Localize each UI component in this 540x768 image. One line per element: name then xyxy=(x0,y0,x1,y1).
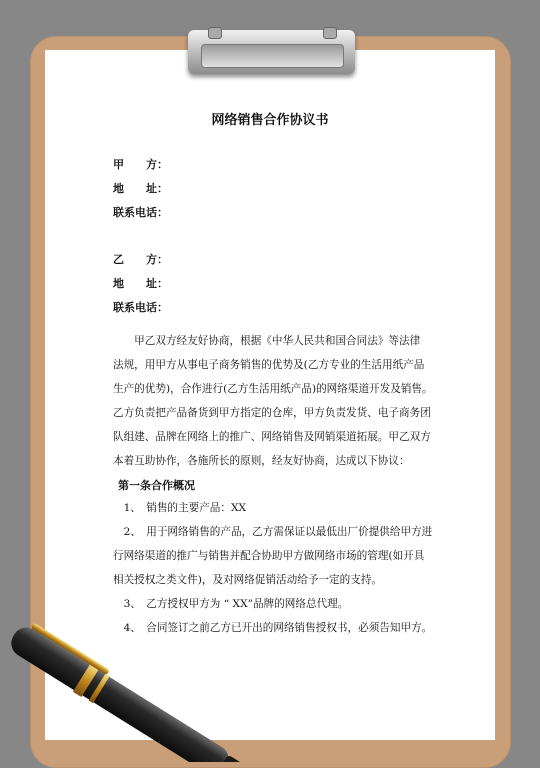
intro-line: 甲乙双方经友好协商，根据《中华人民共和国合同法》等法律 xyxy=(113,335,421,347)
party-b-address-label: 地 址： xyxy=(113,277,168,290)
party-a-address-label: 地 址： xyxy=(113,182,168,195)
fountain-pen-icon xyxy=(0,620,300,762)
party-a-phone-label: 联系电话： xyxy=(113,206,168,219)
party-b-phone-label: 联系电话： xyxy=(113,301,168,314)
intro-line: 队组建、品牌在网络上的推广、网络销售及网销渠道拓展。甲乙双方 xyxy=(113,431,431,443)
intro-line: 乙方负责把产品备货到甲方指定的仓库，甲方负责发货、电子商务团 xyxy=(113,407,431,419)
intro-line: 生产的优势)，合作进行(乙方生活用纸产品)的网络渠道开发及销售。 xyxy=(113,383,433,395)
section-1-line: 相关授权之类文件)，及对网络促销活动给予一定的支持。 xyxy=(113,574,382,586)
section-1-line: 1、 销售的主要产品：XX xyxy=(113,502,247,514)
party-b-name-label: 乙 方： xyxy=(113,253,168,266)
section-1-line: 4、 合同签订之前乙方已开出的网络销售授权书，必须告知甲方。 xyxy=(113,622,433,634)
section-1-line: 3、 乙方授权甲方为 “ XX”品牌的网络总代理。 xyxy=(113,598,349,610)
section-1-line: 行网络渠道的推广与销售并配合协助甲方做网络市场的管理(如开具 xyxy=(113,550,425,562)
section-1-line: 2、 用于网络销售的产品，乙方需保证以最低出厂价提供给甲方进 xyxy=(113,526,433,538)
document-title: 网络销售合作协议书 xyxy=(211,113,329,128)
section-1-title: 第一条合作概况 xyxy=(118,479,195,492)
intro-line: 法规，用甲方从事电子商务销售的优势及(乙方专业的生活用纸产品 xyxy=(113,359,425,371)
party-a-name-label: 甲 方： xyxy=(113,158,168,171)
intro-line: 本着互助协作，各施所长的原则，经友好协商，达成以下协议： xyxy=(113,455,410,467)
